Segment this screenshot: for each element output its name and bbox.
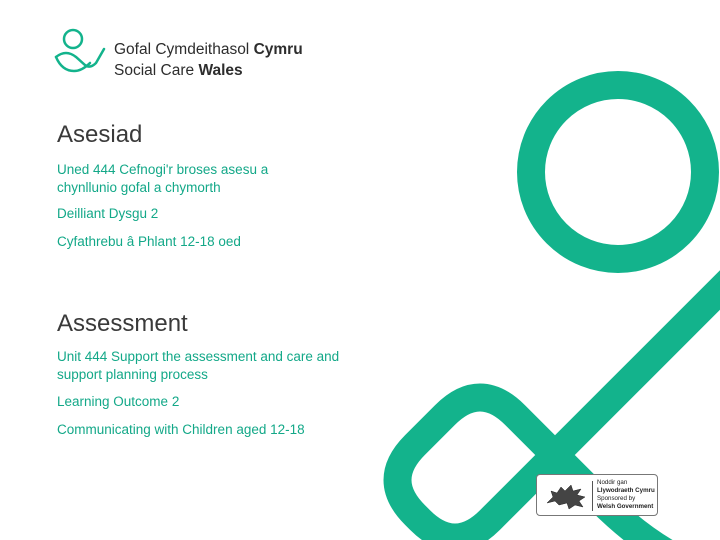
brand-mark-icon [52,27,108,79]
sponsor-line1: Noddir gan [597,479,628,486]
badge-separator [592,481,593,511]
welsh-topic: Cyfathrebu â Phlant 12-18 oed [57,234,241,249]
welsh-heading: Asesiad [57,121,143,148]
brand-welsh-prefix: Gofal Cymdeithasol [114,41,250,58]
brand-welsh-bold: Cymru [253,41,303,58]
sponsor-badge [536,474,658,516]
brand-name [114,39,303,81]
english-unit: Unit 444 Support the assessment and care and support planning process [57,349,340,382]
brand-english-bold: Wales [198,62,243,79]
english-outcome: Learning Outcome 2 [57,394,180,409]
english-heading: Assessment [57,310,188,337]
english-topic: Communicating with Children aged 12-18 [57,422,305,437]
sponsor-line4: Welsh Government [597,503,654,510]
brand-english [114,60,303,81]
decorative-ring [531,85,705,259]
brand-logo [52,27,312,87]
welsh-outcome: Deilliant Dysgu 2 [57,206,159,221]
sponsor-text [597,479,655,511]
sponsor-line2: Llywodraeth Cymru [597,487,655,494]
dragon-icon [543,479,589,511]
sponsor-line3: Sponsored by [597,495,636,502]
brand-welsh [114,39,303,60]
welsh-unit: Uned 444 Cefnogi'r broses asesu a chynllunio gofal a chymorth [57,162,269,195]
brand-english-prefix: Social Care [114,62,195,79]
